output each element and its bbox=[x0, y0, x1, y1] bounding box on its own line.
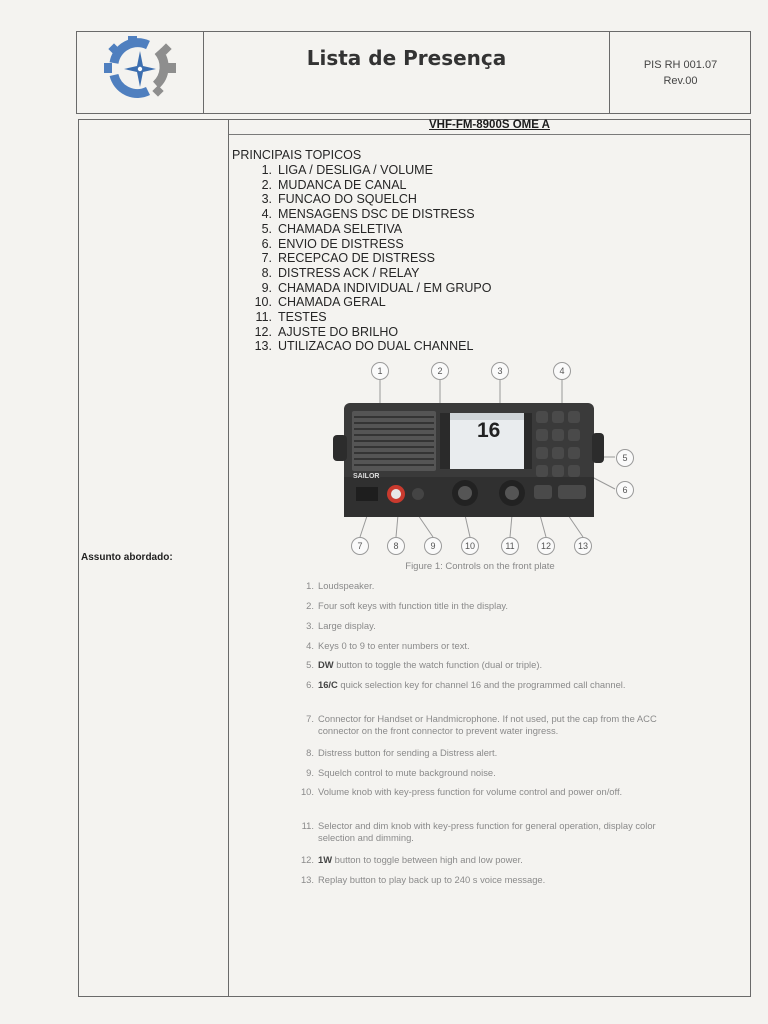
topic-text: AJUSTE DO BRILHO bbox=[278, 324, 399, 339]
callout-11: 11 bbox=[501, 537, 519, 555]
topic-number: 2. bbox=[261, 177, 272, 192]
topic-number: 10. bbox=[254, 295, 272, 310]
control-text-block bbox=[318, 713, 676, 737]
doc-code: PIS RH 001.07 bbox=[643, 59, 718, 71]
gear-compass-logo-icon bbox=[98, 33, 182, 101]
topic-number: 6. bbox=[261, 236, 272, 251]
topic-item bbox=[248, 178, 608, 193]
control-item bbox=[296, 767, 676, 779]
control-item bbox=[296, 580, 676, 592]
doc-code-block bbox=[610, 57, 751, 89]
body-divider bbox=[228, 119, 229, 997]
control-text: Large display. bbox=[318, 620, 376, 631]
control-number: 13. bbox=[300, 874, 314, 885]
topic-number: 11. bbox=[255, 310, 272, 325]
control-text-block bbox=[318, 786, 622, 798]
control-text: Connector for Handset or Handmicrophone. If not used, put the cap from the ACC connector on the front connector to prevent water ingress. bbox=[318, 713, 657, 736]
control-number: 9. bbox=[306, 767, 314, 778]
control-text-block bbox=[318, 600, 508, 612]
control-text: quick selection key for channel 16 and the programmed call channel. bbox=[337, 679, 626, 690]
control-text-block bbox=[318, 659, 542, 671]
callout-7: 7 bbox=[351, 537, 369, 555]
control-text: button to toggle the watch function (dual or triple). bbox=[333, 659, 543, 670]
control-number: 7. bbox=[306, 713, 314, 724]
topic-number: 13. bbox=[254, 339, 272, 354]
control-item bbox=[296, 874, 676, 886]
callout-12: 12 bbox=[537, 537, 555, 555]
radio-brand: SAILOR bbox=[353, 473, 380, 480]
control-item bbox=[296, 679, 676, 691]
control-item bbox=[296, 820, 676, 844]
control-number: 1. bbox=[306, 580, 314, 591]
control-number: 12. bbox=[300, 854, 314, 865]
callout-1: 1 bbox=[371, 362, 389, 380]
topic-item bbox=[248, 325, 608, 340]
control-number: 11. bbox=[301, 820, 314, 831]
topic-item bbox=[248, 295, 608, 310]
control-item bbox=[296, 659, 676, 671]
topic-number: 1. bbox=[261, 163, 272, 177]
topic-number: 4. bbox=[261, 207, 272, 222]
topic-text: TESTES bbox=[278, 310, 327, 325]
figure-caption: Figure 1: Controls on the front plate bbox=[405, 561, 555, 572]
callout-4: 4 bbox=[553, 362, 571, 380]
topic-number: 5. bbox=[261, 221, 272, 236]
control-text-block bbox=[318, 874, 545, 886]
topic-number: 8. bbox=[261, 265, 272, 280]
control-number: 4. bbox=[306, 640, 314, 651]
topic-item bbox=[248, 310, 608, 325]
topic-item bbox=[248, 222, 608, 237]
control-text: Loudspeaker. bbox=[318, 580, 375, 591]
callout-3: 3 bbox=[491, 362, 509, 380]
page-title: Lista de Presença bbox=[306, 46, 507, 70]
control-text-block bbox=[318, 640, 470, 652]
control-item bbox=[296, 600, 676, 612]
control-number: 5. bbox=[306, 659, 314, 670]
control-text-block bbox=[318, 854, 523, 866]
control-key-label: 16/C bbox=[318, 679, 338, 690]
topic-number: 7. bbox=[261, 251, 272, 266]
control-text-block bbox=[318, 820, 676, 844]
topic-text: ENVIO DE DISTRESS bbox=[278, 236, 404, 251]
control-number: 8. bbox=[306, 747, 314, 758]
device-title-rule bbox=[229, 134, 750, 135]
control-number: 2. bbox=[306, 600, 314, 611]
topic-item bbox=[248, 192, 608, 207]
callout-13: 13 bbox=[574, 537, 592, 555]
control-number: 10. bbox=[300, 786, 314, 797]
callout-9: 9 bbox=[424, 537, 442, 555]
topic-text: CHAMADA GERAL bbox=[278, 295, 386, 310]
callout-6: 6 bbox=[616, 481, 634, 499]
callout-2: 2 bbox=[431, 362, 449, 380]
subject-label: Assunto abordado: bbox=[81, 552, 173, 563]
topic-text: MUDANCA DE CANAL bbox=[278, 177, 407, 192]
topic-number: 12. bbox=[254, 324, 272, 339]
topic-text: RECEPCAO DE DISTRESS bbox=[278, 251, 435, 266]
control-text: Distress button for sending a Distress alert. bbox=[318, 747, 498, 758]
topic-item bbox=[248, 339, 608, 354]
topic-item bbox=[248, 207, 608, 222]
control-text-block bbox=[318, 580, 374, 592]
doc-revision: Rev.00 bbox=[663, 75, 698, 87]
topic-number: 9. bbox=[261, 280, 272, 295]
control-key-label: DW bbox=[318, 659, 334, 670]
control-number: 6. bbox=[306, 679, 314, 690]
control-item bbox=[296, 640, 676, 652]
topic-item bbox=[248, 266, 608, 281]
radio-display-channel: 16 bbox=[477, 419, 501, 442]
header-divider-left bbox=[203, 31, 204, 114]
topic-text: MENSAGENS DSC DE DISTRESS bbox=[278, 207, 475, 222]
control-item bbox=[296, 747, 676, 759]
topic-text: FUNCAO DO SQUELCH bbox=[278, 192, 417, 207]
topic-number: 3. bbox=[261, 192, 272, 207]
callout-10: 10 bbox=[461, 537, 479, 555]
control-item bbox=[296, 786, 676, 798]
control-key-label: 1W bbox=[318, 854, 333, 865]
topic-item bbox=[248, 163, 608, 178]
topic-item bbox=[248, 281, 608, 296]
control-item bbox=[296, 713, 676, 737]
callout-8: 8 bbox=[387, 537, 405, 555]
topics-list bbox=[248, 163, 608, 354]
control-text-block bbox=[318, 747, 497, 759]
topic-text: LIGA / DESLIGA / VOLUME bbox=[278, 163, 433, 177]
topic-item bbox=[248, 251, 608, 266]
device-title: VHF-FM-8900S OME A bbox=[429, 119, 550, 131]
control-item bbox=[296, 854, 676, 866]
topic-text: CHAMADA SELETIVA bbox=[278, 221, 403, 236]
control-text-block bbox=[318, 620, 376, 632]
control-text: Squelch control to mute background noise. bbox=[318, 767, 496, 778]
control-text: Replay button to play back up to 240 s voice message. bbox=[318, 874, 546, 885]
topic-text: CHAMADA INDIVIDUAL / EM GRUPO bbox=[278, 280, 492, 295]
control-text: Four soft keys with function title in the display. bbox=[318, 600, 509, 611]
control-text: Keys 0 to 9 to enter numbers or text. bbox=[318, 640, 470, 651]
control-text: Selector and dim knob with key-press function for general operation, display color selection and dimming. bbox=[318, 820, 656, 843]
control-text-block bbox=[318, 767, 496, 779]
topic-text: UTILIZACAO DO DUAL CHANNEL bbox=[278, 339, 474, 354]
topics-heading: PRINCIPAIS TOPICOS bbox=[232, 148, 362, 162]
callout-5: 5 bbox=[616, 449, 634, 467]
control-text-block bbox=[318, 679, 625, 691]
control-text: button to toggle between high and low power. bbox=[332, 854, 523, 865]
control-item bbox=[296, 620, 676, 632]
topic-item bbox=[248, 237, 608, 252]
control-text: Volume knob with key-press function for volume control and power on/off. bbox=[318, 786, 623, 797]
topic-text: DISTRESS ACK / RELAY bbox=[278, 265, 420, 280]
control-number: 3. bbox=[306, 620, 314, 631]
